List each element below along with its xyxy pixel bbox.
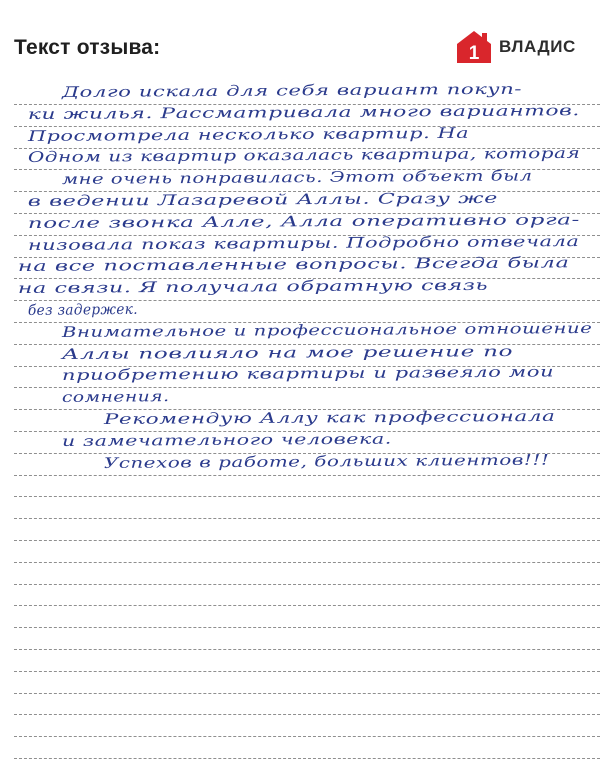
ruled-line — [14, 300, 600, 301]
ruled-line — [14, 475, 600, 476]
page-header — [0, 0, 616, 80]
ruled-line — [14, 584, 600, 585]
ruled-line — [14, 671, 600, 672]
handwritten-line: Аллы повлияло на мое решение по — [61, 343, 514, 363]
ruled-line — [14, 758, 600, 759]
handwritten-line: сомнения. — [61, 389, 170, 407]
ruled-line — [14, 387, 600, 388]
logo-digit: 1 — [468, 43, 480, 64]
brand-name: ВЛАДИС — [499, 37, 576, 56]
handwritten-line: и замечательного человека. — [61, 431, 392, 450]
handwritten-line: Долго искала для себя вариант покуп- — [61, 81, 523, 101]
handwritten-line: после звонка Алле, Алла оперативно орга- — [27, 212, 581, 232]
handwritten-line: на связи. Я получала обратную связь — [17, 277, 489, 298]
ruled-line — [14, 496, 600, 497]
ruled-line — [14, 518, 600, 519]
handwritten-line: в ведении Лазаревой Аллы. Сразу же — [27, 190, 499, 210]
ruled-line — [14, 714, 600, 715]
handwritten-line: низовала показ квартиры. Подробно отвечала — [27, 233, 580, 254]
ruled-line — [14, 627, 600, 628]
handwritten-line: приобретению квартиры и развеяло мои — [61, 364, 555, 385]
ruled-line — [14, 736, 600, 737]
ruled-line — [14, 649, 600, 650]
handwritten-line: Успехов в работе, больших клиентов!!! — [103, 452, 550, 472]
handwritten-line: на все поставленные вопросы. Всегда была — [17, 255, 570, 276]
handwritten-line: Просмотрела несколько квартир. На — [27, 125, 470, 145]
page-title: Текст отзыва: — [14, 36, 161, 59]
handwritten-line: Одном из квартир оказалась квартира, которая — [27, 146, 581, 167]
ruled-line — [14, 540, 600, 541]
house-logo-icon — [456, 30, 492, 64]
ruled-line — [14, 693, 600, 694]
ruled-line — [14, 605, 600, 606]
ruled-line — [14, 562, 600, 563]
brand-logo — [456, 30, 576, 64]
handwritten-line: Рекомендую Аллу как профессионала — [103, 408, 556, 428]
handwritten-line: ки жилья. Рассматривала много вариантов. — [27, 102, 581, 123]
handwritten-line: Внимательное и профессиональное отношение — [61, 320, 593, 341]
review-sheet — [0, 81, 616, 768]
handwritten-line: без задержек. — [27, 301, 139, 319]
handwritten-line: мне очень понравилась. Этот объект был — [61, 168, 533, 189]
